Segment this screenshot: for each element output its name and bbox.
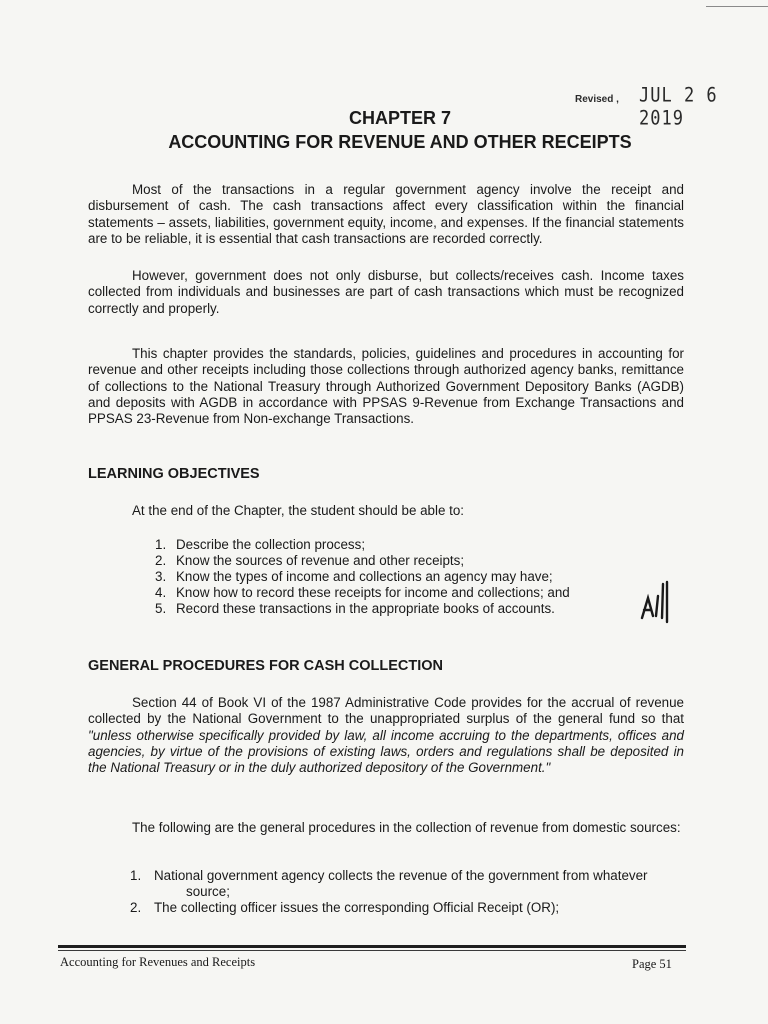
- list-item: [155, 537, 570, 553]
- revised-date-stamp: JUL 2 6 2019: [639, 84, 718, 130]
- list-item-text: Know the types of income and collections an agency may have;: [176, 569, 553, 584]
- general-procedures-heading: GENERAL PROCEDURES FOR CASH COLLECTION: [88, 658, 444, 674]
- list-item: [155, 553, 570, 569]
- list-item: [130, 900, 682, 916]
- list-item-text: Know how to record these receipts for income and collections; and: [176, 585, 570, 600]
- learning-objectives-intro: At the end of the Chapter, the student should be able to:: [132, 503, 465, 518]
- list-item-continuation: source;: [186, 884, 230, 899]
- intro-paragraph-3: [88, 346, 684, 427]
- list-item: [155, 569, 570, 585]
- chapter-title: ACCOUNTING FOR REVENUE AND OTHER RECEIPTS: [168, 132, 632, 152]
- intro-paragraph-1: [88, 182, 684, 247]
- list-item-number: 4.: [155, 585, 167, 600]
- procedures-list: [130, 868, 682, 916]
- learning-objectives-heading: LEARNING OBJECTIVES: [88, 466, 260, 482]
- list-item: [155, 585, 570, 601]
- footer-rule-thin: [58, 950, 686, 951]
- footer-rule: [58, 945, 686, 948]
- list-item: [130, 868, 682, 900]
- list-item-number: 5.: [155, 601, 167, 616]
- procedures-intro-text: The following are the general procedures in the collection of revenue from domestic sources:: [132, 820, 681, 835]
- page-number: Page 51: [632, 957, 672, 971]
- list-item-number: 1.: [155, 537, 167, 552]
- list-item-text: The collecting officer issues the corresponding Official Receipt (OR);: [154, 900, 560, 915]
- intro-paragraph-2-text: However, government does not only disburse, but collects/receives cash. Income taxes collected from individuals and businesses are part of cash transactions which must be recognized correctly and properly.: [88, 268, 684, 316]
- revised-label: Revised ,: [575, 94, 619, 105]
- list-item-text: Know the sources of revenue and other receipts;: [176, 553, 465, 568]
- handwritten-initials: [636, 578, 672, 626]
- list-item-number: 1.: [130, 868, 142, 883]
- list-item-number: 2.: [130, 900, 142, 915]
- learning-objectives-list: [155, 537, 570, 617]
- section-44-quote: "unless otherwise specifically provided by law, all income accruing to the departments, offices and agencies, by virtue of the provisions of existing laws, orders and regulations shall be deposited in the National Treasury or in the duly authorized depository of the Government.": [88, 727, 684, 776]
- intro-paragraph-2: [88, 268, 684, 317]
- list-item-number: 2.: [155, 553, 167, 568]
- list-item-number: 3.: [155, 569, 167, 584]
- intro-paragraph-1-text: Most of the transactions in a regular government agency involve the receipt and disbursement of cash. The cash transactions affect every classification within the financial statements – assets, liabilities, government equity, income, and expenses. If the financial statements are to be reliable, it is essential that cash transactions are recorded correctly.: [88, 182, 684, 246]
- section-44-paragraph: [88, 695, 684, 776]
- procedures-intro-paragraph: [88, 820, 684, 836]
- list-item-text: National government agency collects the revenue of the government from whatever: [154, 868, 648, 883]
- section-44-lead-text: Section 44 of Book VI of the 1987 Administrative Code provides for the accrual of revenue collected by the National Government to the unappropriated surplus of the general fund so that: [88, 695, 684, 727]
- list-item-text: Record these transactions in the appropriate books of accounts.: [176, 601, 555, 616]
- list-item: [155, 601, 570, 617]
- list-item-text: Describe the collection process;: [176, 537, 366, 552]
- scan-edge-mark: [706, 6, 768, 7]
- footer-title: Accounting for Revenues and Receipts: [60, 955, 256, 969]
- intro-paragraph-3-text: This chapter provides the standards, policies, guidelines and procedures in accounting for revenue and other receipts including those collections through authorized agency banks, remittance of collections to the National Treasury through Authorized Government Depository Banks (AGDB) and deposits with AGDB in accordance with PPSAS 9-Revenue from Exchange Transactions and PPSAS 23-Revenue from Non-exchange Transactions.: [88, 346, 684, 427]
- chapter-number: CHAPTER 7: [348, 108, 451, 128]
